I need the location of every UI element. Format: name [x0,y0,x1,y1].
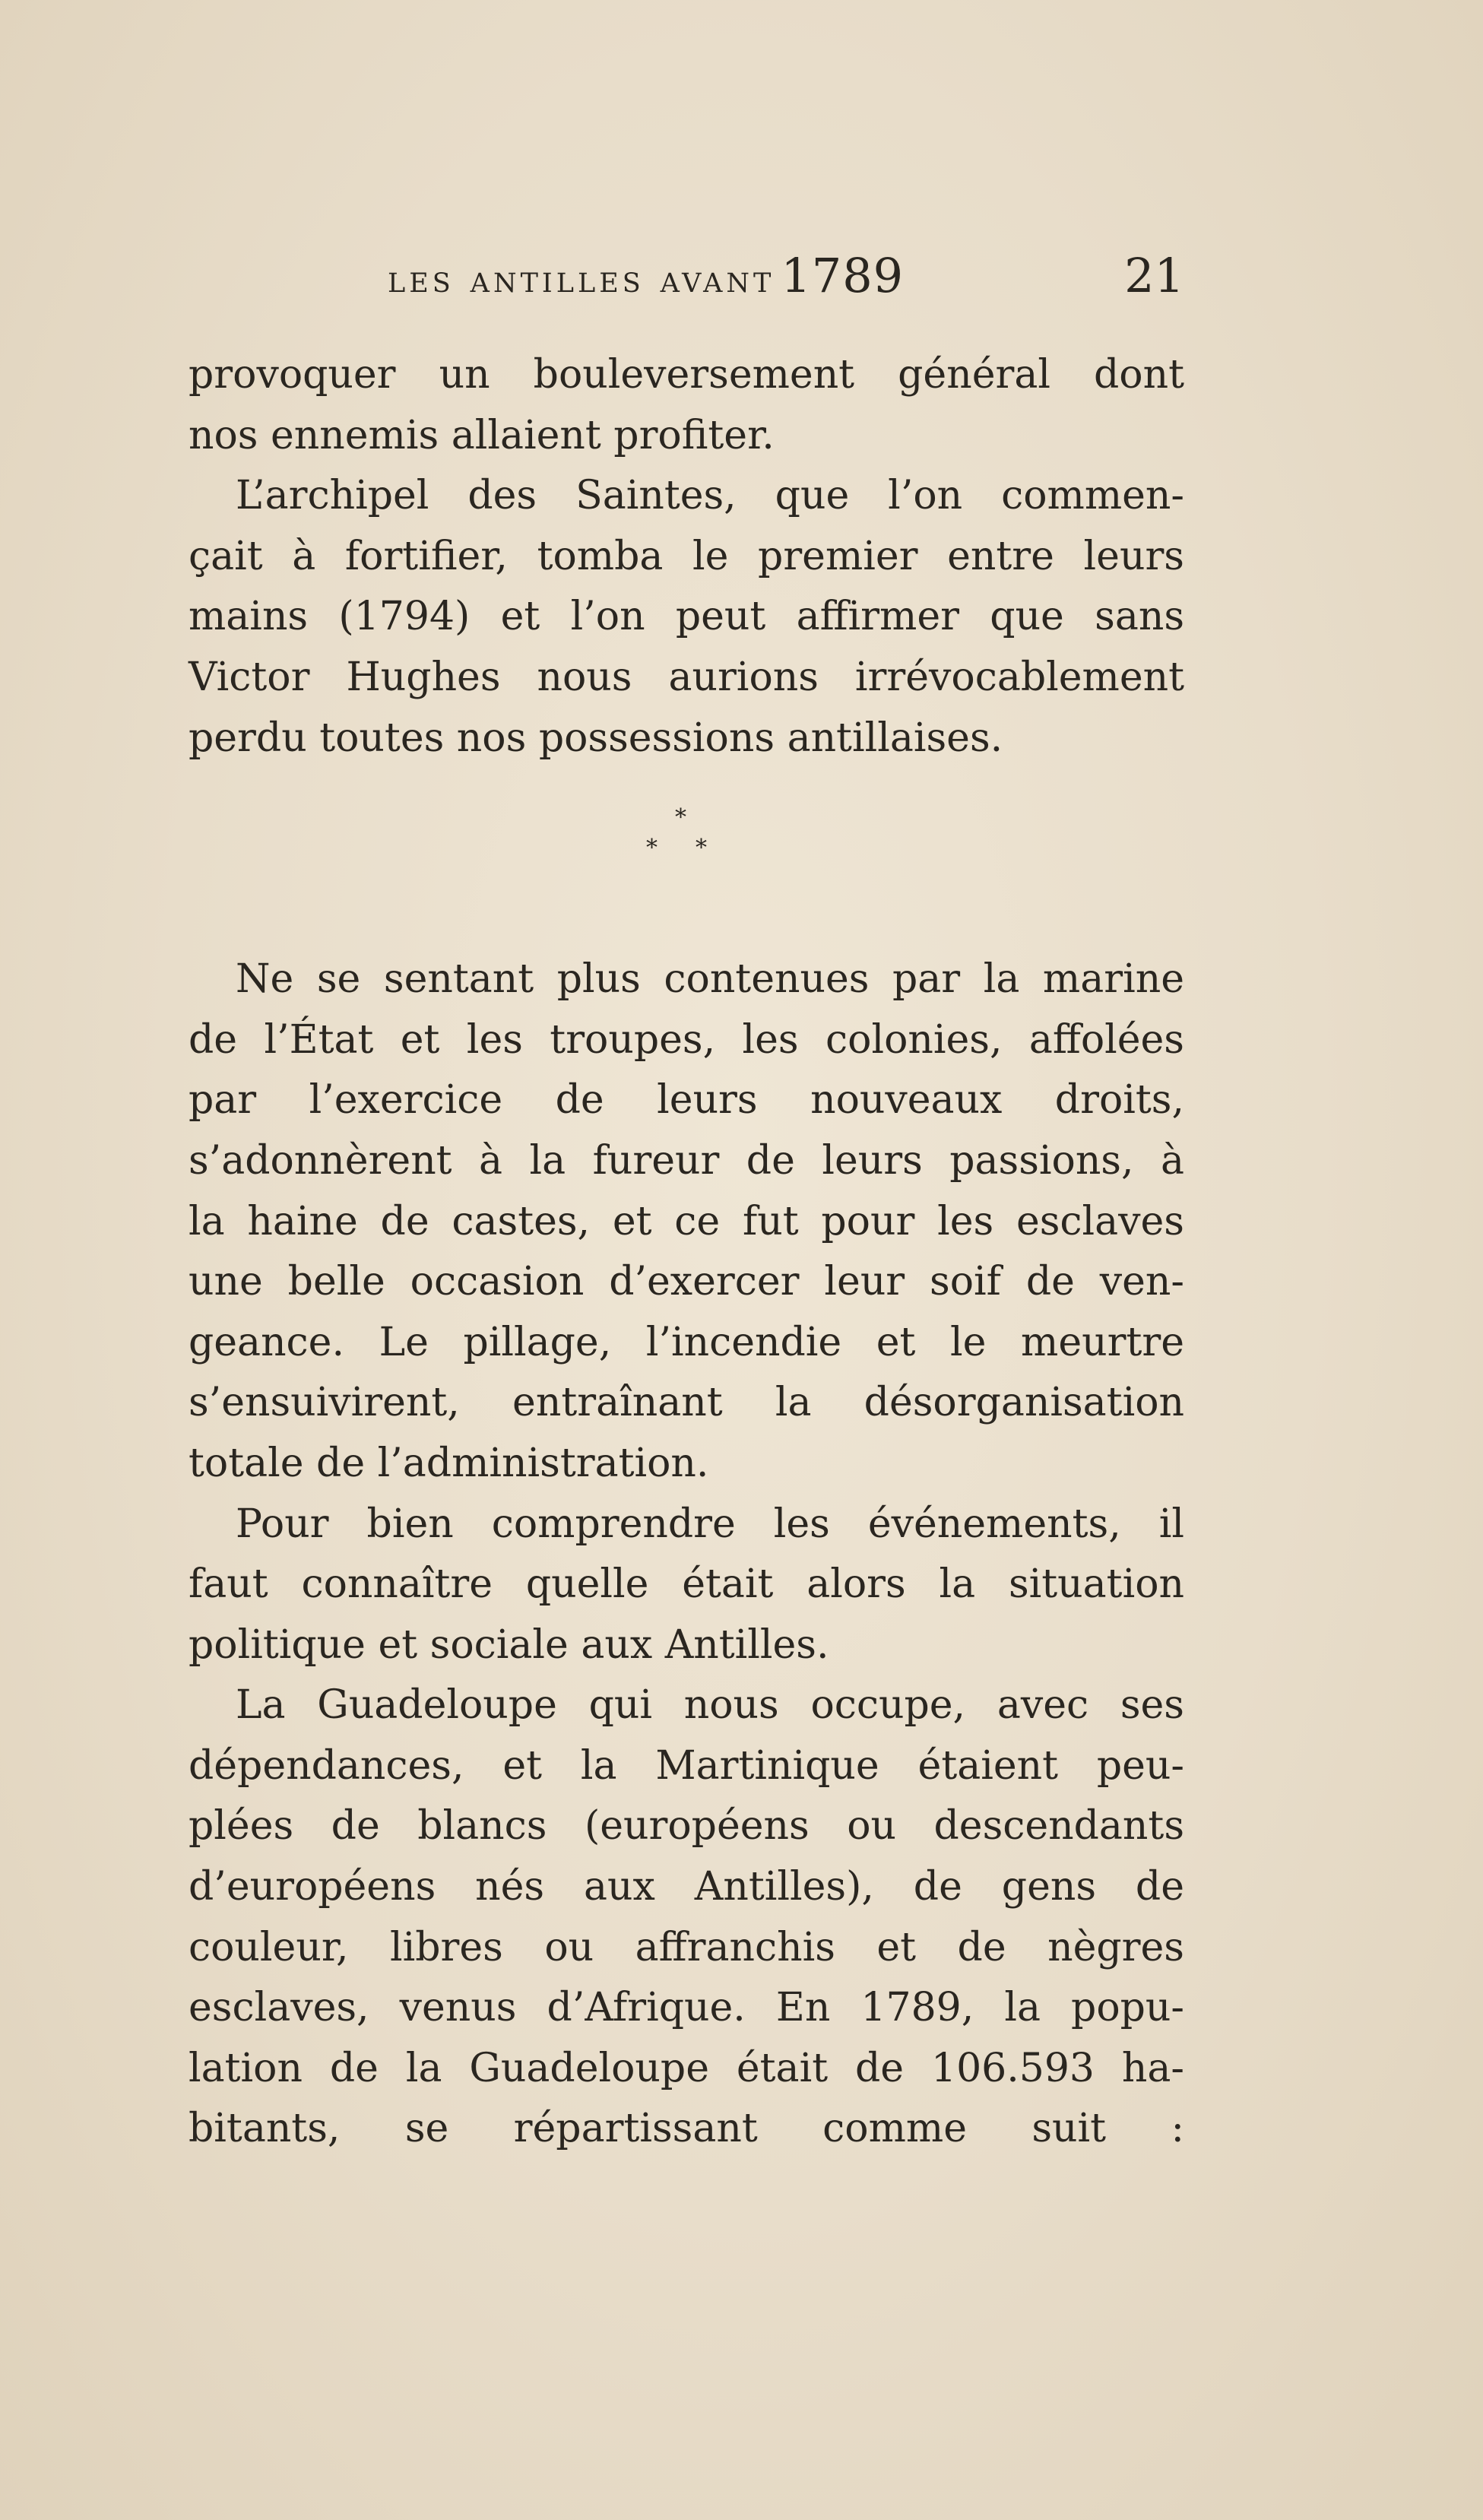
text-line: esclaves, venus d’Afrique. En 1789, la popu- [189,1985,1184,2031]
text-line: une belle occasion d’exercer leur soif de ven- [189,1259,1184,1305]
text-line: s’ensuivirent, entraînant la désorganisation [189,1380,1184,1426]
text-line: d’européens nés aux Antilles), de gens de [189,1864,1184,1910]
text-line: La Guadeloupe qui nous occupe, avec ses [236,1682,1184,1729]
paragraph [189,1675,1184,2160]
text-line: provoquer un bouleversement général dont [189,352,1184,398]
body-text [189,345,1184,2160]
asterism-ornament [641,804,732,875]
paragraph [189,1495,1184,1676]
text-line: totale de l’administration. [189,1440,709,1486]
text-line: nos ennemis allaient profiter. [189,412,775,458]
running-title-year: 1789 [781,248,905,303]
text-line: Victor Hughes nous aurions irrévocablement [189,654,1184,700]
text-line: L’archipel des Saintes, que l’on commen- [236,473,1184,519]
asterism-star: * [675,804,686,832]
paragraph [189,949,1184,1494]
text-line: çait à fortifier, tomba le premier entre leurs [189,533,1184,579]
asterism-star: * [696,835,707,862]
section-break [189,769,1184,949]
running-title [388,242,904,313]
page-number: 21 [1124,248,1184,303]
text-line: perdu toutes nos possessions antillaises. [189,715,1003,761]
running-head [189,242,1184,310]
text-line: couleur, libres ou affranchis et de nègres [189,1924,1184,1970]
text-line: Pour bien comprendre les événements, il [236,1501,1184,1547]
text-line: la haine de castes, et ce fut pour les esclaves [189,1198,1184,1244]
text-line: dépendances, et la Martinique étaient peu- [189,1742,1184,1789]
text-line: plées de blancs (européens ou descendants [189,1803,1184,1850]
running-title-text: les antilles avant [388,257,775,301]
paragraph [189,466,1184,769]
text-line: s’adonnèrent à la fureur de leurs passions, à [189,1137,1184,1184]
text-line: bitants, se répartissant comme suit : [189,2106,1184,2152]
text-line: mains (1794) et l’on peut affirmer que sans [189,594,1184,640]
text-line: geance. Le pillage, l’incendie et le meurtre [189,1319,1184,1365]
text-line: politique et sociale aux Antilles. [189,1621,829,1668]
text-line: de l’État et les troupes, les colonies, affolées [189,1016,1184,1063]
asterism-star: * [646,835,658,862]
paragraph [189,345,1184,466]
text-line: Ne se sentant plus contenues par la marine [236,956,1184,1003]
text-line: lation de la Guadeloupe était de 106.593 ha- [189,2045,1184,2091]
text-line: par l’exercice de leurs nouveaux droits, [189,1077,1184,1124]
text-line: faut connaître quelle était alors la situation [189,1561,1184,1608]
